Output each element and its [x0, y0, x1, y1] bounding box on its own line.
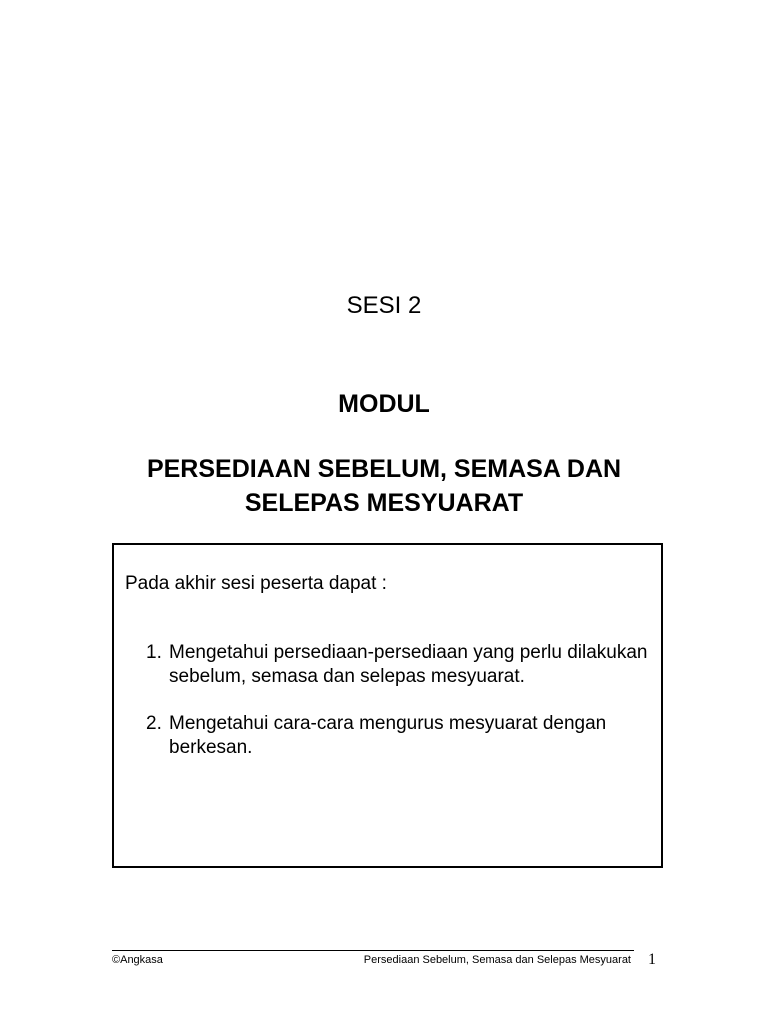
module-title: [0, 452, 768, 520]
objective-text: Mengetahui persediaan-persediaan yang perlu dilakukan sebelum, semasa dan selepas mesyuarat.: [169, 642, 648, 687]
objective-item: [146, 712, 656, 760]
objectives-intro: Pada akhir sesi peserta dapat :: [125, 573, 387, 594]
module-title-line-1: PERSEDIAAN SEBELUM, SEMASA DAN: [146, 455, 622, 483]
footer-document-title: Persediaan Sebelum, Semasa dan Selepas Mesyuarat: [363, 954, 631, 966]
module-title-line-2: SELEPAS MESYUARAT: [244, 489, 524, 517]
page-number: 1: [648, 951, 656, 968]
objective-number: 2.: [146, 713, 162, 734]
footer-divider: [112, 950, 634, 951]
objective-number: 1.: [146, 642, 162, 663]
objective-item: [146, 641, 656, 689]
module-label: MODUL: [338, 390, 430, 418]
footer-copyright: ©Angkasa: [112, 954, 163, 966]
objective-text: Mengetahui cara-cara mengurus mesyuarat dengan berkesan.: [169, 713, 607, 758]
objectives-box: [112, 543, 663, 868]
session-heading: SESI 2: [346, 292, 422, 319]
